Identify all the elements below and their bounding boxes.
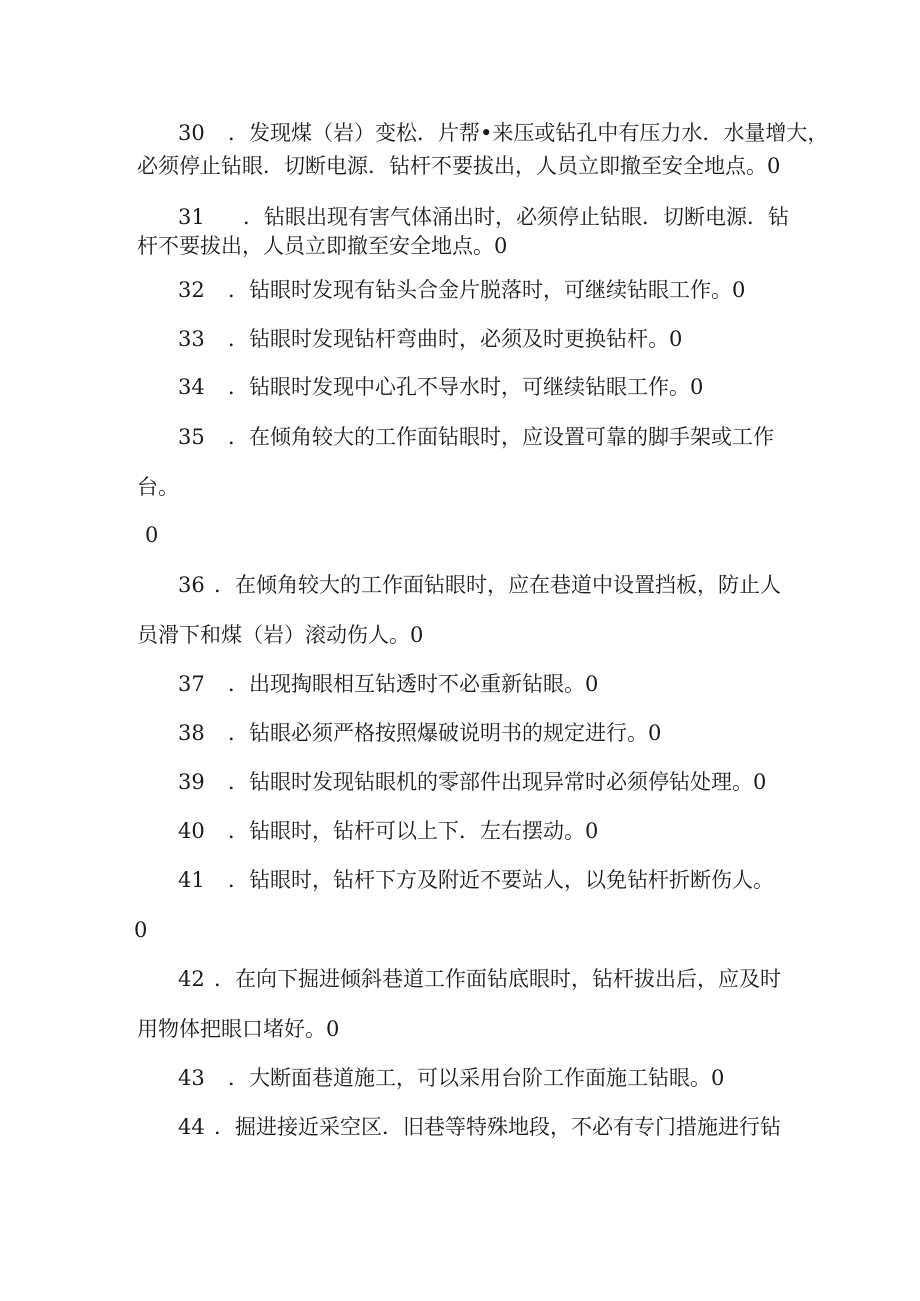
item-number: 39 (178, 770, 205, 794)
item-text: ．钻眼时发现有钻头合金片脱落时，可继续钻眼工作。0 (228, 278, 746, 302)
item-number: 35 (178, 425, 205, 449)
item-text: 必须停止钻眼．切断电源．钻杆不要拔出，人员立即撤至安全地点。0 (137, 154, 781, 178)
item-40 (178, 818, 598, 844)
item-text: ．在向下掘进倾斜巷道工作面钻底眼时，钻杆拔出后，应及时 (214, 967, 781, 991)
item-text: ．大断面巷道施工，可以采用台阶工作面施工钻眼。0 (228, 1066, 725, 1090)
item-text: 员滑下和煤（岩）滚动伤人。0 (137, 623, 424, 647)
item-text: ．出现掏眼相互钻透时不必重新钻眼。0 (228, 672, 599, 696)
item-33 (178, 326, 682, 352)
item-number: 41 (178, 868, 205, 892)
item-number: 32 (178, 278, 205, 302)
item-text: ．在倾角较大的工作面钻眼时，应在巷道中设置挡板，防止人 (214, 573, 781, 597)
item-42-line-2 (137, 1016, 339, 1042)
item-number: 38 (178, 721, 205, 745)
item-text: 0 (134, 918, 148, 942)
item-text: 0 (145, 523, 159, 547)
item-30-line-2 (137, 153, 780, 179)
item-42-line-1 (178, 966, 781, 992)
item-31-line-1 (178, 204, 789, 230)
item-39 (178, 769, 766, 795)
item-text: ．钻眼出现有害气体涌出时，必须停止钻眼．切断电源．钻 (243, 205, 789, 229)
item-41-line-1 (178, 867, 774, 893)
item-36-line-2 (137, 622, 423, 648)
item-text: ．钻眼时，钻杆可以上下．左右摆动。0 (228, 819, 599, 843)
item-36-line-1 (178, 572, 781, 598)
item-text: ．钻眼时发现中心孔不导水时，可继续钻眼工作。0 (228, 375, 704, 399)
item-number: 40 (178, 819, 205, 843)
item-31-line-2 (137, 233, 507, 259)
item-32 (178, 277, 745, 303)
item-41-line-2 (134, 917, 147, 943)
item-38 (178, 720, 661, 746)
item-30-line-1 (178, 120, 828, 146)
item-35-line-3 (145, 522, 158, 548)
item-text: 杆不要拔出，人员立即撤至安全地点。0 (137, 234, 508, 258)
item-number: 44 (178, 1115, 205, 1139)
item-text: ．钻眼时，钻杆下方及附近不要站人，以免钻杆折断伤人。 (228, 868, 774, 892)
item-text: ．钻眼必须严格按照爆破说明书的规定进行。0 (228, 721, 662, 745)
item-text: ．掘进接近采空区．旧巷等特殊地段，不必有专门措施进行钻 (214, 1115, 781, 1139)
item-number: 42 (178, 967, 205, 991)
item-35-line-1 (178, 424, 774, 450)
item-number: 31 (178, 205, 205, 229)
item-number: 43 (178, 1066, 205, 1090)
item-43 (178, 1065, 724, 1091)
item-number: 34 (178, 375, 205, 399)
item-35-line-2 (137, 474, 179, 500)
item-text: ．钻眼时发现钻杆弯曲时，必须及时更换钻杆。0 (228, 327, 683, 351)
item-text: 用物体把眼口堵好。0 (137, 1017, 340, 1041)
item-text: 台。 (137, 475, 179, 499)
item-number: 30 (178, 121, 205, 145)
item-44 (178, 1114, 781, 1140)
item-number: 33 (178, 327, 205, 351)
item-37 (178, 671, 598, 697)
item-number: 37 (178, 672, 205, 696)
item-text: ．钻眼时发现钻眼机的零部件出现异常时必须停钻处理。0 (228, 770, 767, 794)
item-number: 36 (178, 573, 205, 597)
item-text: ．发现煤（岩）变松．片帮•来压或钻孔中有压力水．水量增大， (228, 121, 829, 145)
item-text: ．在倾角较大的工作面钻眼时，应设置可靠的脚手架或工作 (228, 425, 774, 449)
item-34 (178, 374, 703, 400)
